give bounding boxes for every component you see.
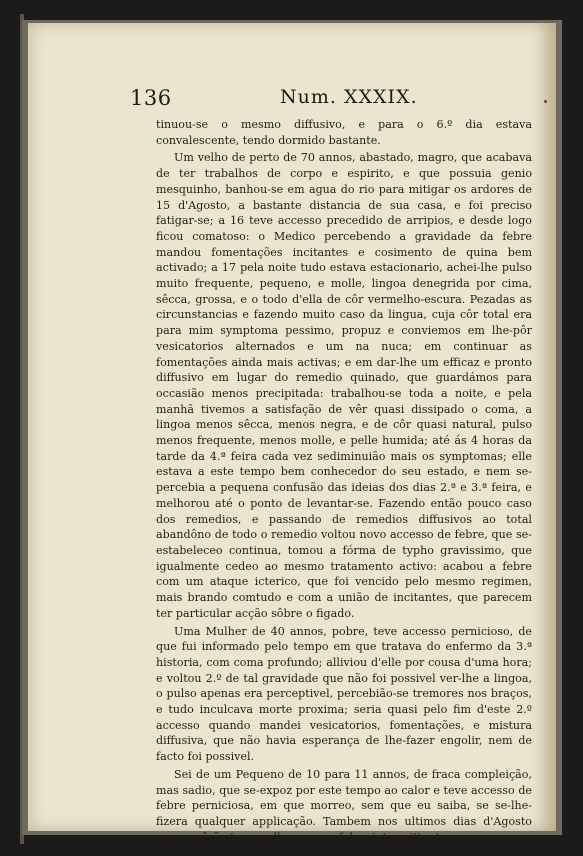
body-text [156, 117, 532, 845]
page-stain [538, 23, 556, 831]
issue-number: Num. XXXIX. [280, 86, 418, 108]
page-number: 136 [130, 86, 172, 110]
paragraph-boy-case: Sei de um Pequeno de 10 para 11 annos, de fraca compleição, mas sadio, que se-expoz por este tempo ao calor e teve accesso de febre perniciosa, em que morreo, sem que eu saiba, se se-lhe-fizera qualquer applicação. Tambem nos ultimos dias d'Agosto apparecêrão tres mulheres com febre intermittente que [156, 767, 532, 844]
paragraph-continuation: tinuou-se o mesmo diffusivo, e para o 6.º dia estava convalescente, tendo dormido bastante. [156, 118, 532, 147]
paragraph-old-man-case: Um velho de perto de 70 annos, abastado, magro, que acabava de ter trabalhos de corpo e espirito, e que possuia genio mesquinho, banhou-se em agua do rio para mitigar os ardores de 15 d'Agosto, a bastante distancia de sua casa, e foi preciso fatigar-se; a 16 teve accesso precedido de arripios, e desde logo ficou comatoso: o Medico percebendo a gravidade da febre mandou fomentações incitantes e cosimento de quina bem activado; a 17 pela noite tudo estava estacionario, achei-lhe pulso muito frequente, pequeno, e molle, lingoa denegrida por cima, sêcca, grossa, e o todo d'ella de côr vermelho-escura. Pezadas as circunstancias e fazendo muito caso da lingua, cuja côr total era para mim symptoma pessimo, propuz e conviemos em lhe-pôr vesicatorios alternados e um na nuca; em continuar as fomentações ainda mais activas; e em dar-lhe um efficaz e pronto diffusivo em lugar do remedio quinado, que guardámos para occasião menos precipitada: trabalhou-se toda a noite, e pela manhã tivemos a satisfação de vêr quasi dissipado o coma, a lingoa menos sêcca, menos negra, e de côr quasi natural, pulso menos frequente, menos molle, e pelle humida; até ás 4 horas da tarde da 4.ª feira cada vez sediminuião mais os symptomas; elle estava a este tempo bem conhecedor do seu estado, e nem se-percebia a pequena confusão das ideias dos dias 2.ª e 3.ª feira, e melhorou até o ponto de levantar-se. Fazendo então pouco caso dos remedios, e passando de remedios diffusivos ao total abandôno de todo o remedio voltou novo accesso de febre, que se-estabeleceo continua, tomou a fórma de typho gravissimo, que igualmente cedeo ao mesmo tratamento activo: acabou a febre com um ataque icterico, que foi vencido pelo mesmo regimen, mais brando comtudo e com a união de incitantes, que parecem ter particular acção sôbre o figado. [156, 151, 532, 620]
page-header [130, 86, 530, 110]
ink-mark [544, 100, 547, 103]
paragraph-woman-case: Uma Mulher de 40 annos, pobre, teve accesso pernicioso, de que fui informado pelo tempo em que tratava do enfermo da 3.ª historia, com coma profundo; alliviou d'elle por cousa d'uma hora; e voltou 2.º de tal gravidade que não foi possivel ver-lhe a lingoa, o pulso apenas era perceptivel, percebião-se tremores nos braços, e tudo inculcava morte proxima; seria quasi pelo fim d'este 2.º accesso quando mandei vesicatorios, fomentações, e mistura diffusiva, que não havia esperança de lhe-fazer engolir, nem de facto foi possivel. [156, 624, 532, 764]
